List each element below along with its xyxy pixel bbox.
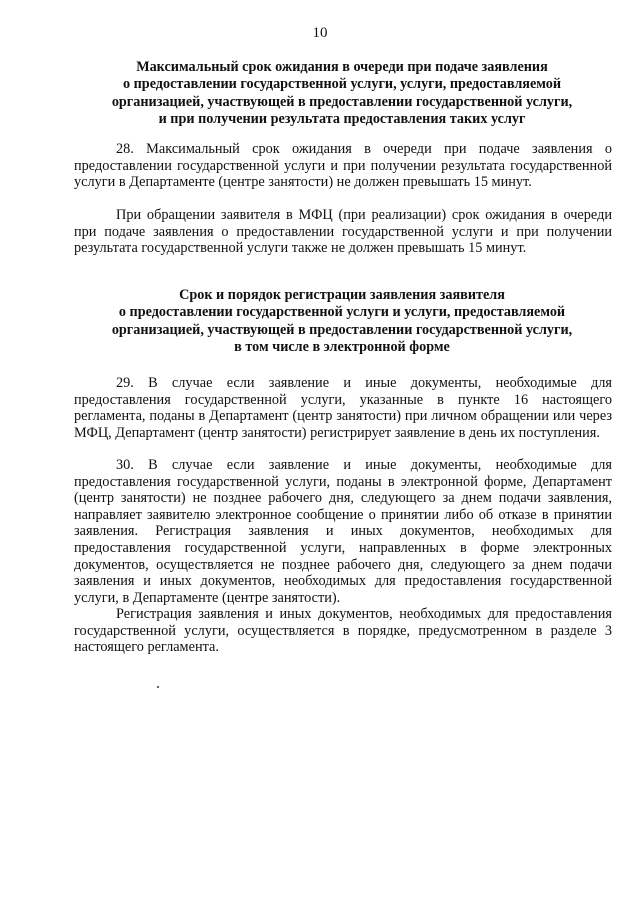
heading-line: организацией, участвующей в предоставлении государственной услуги, bbox=[111, 93, 573, 110]
paragraph-mfc-waiting: При обращении заявителя в МФЦ (при реализации) срок ожидания в очереди при подаче заявления о предоставлении государственной услуги и при получении результата государственной услуги также не должен превышать 15 минут. bbox=[74, 207, 612, 257]
section-heading-registration bbox=[70, 287, 614, 357]
paragraph-30: 30. В случае если заявление и иные документы, необходимые для предоставления государственной услуги, поданы в электронной форме, Департамент (центр занятости) не позднее рабочего дня, следующего за днем подачи заявления, направляет заявителю электронное сообщение о принятии либо об отказе в принятии заявления. Регистрация заявления и иных документов, необходимых для предоставления государственной услуги, направленных в форме электронных документов, осуществляется не позднее рабочего дня, следующего за днем подачи заявления и иных документов, необходимых для предоставления государственной услуги, в Департаменте (центре занятости). bbox=[74, 457, 612, 606]
section-heading-waiting-time bbox=[70, 59, 614, 129]
heading-line: о предоставлении государственной услуги, услуги, предоставляемой bbox=[122, 76, 562, 93]
heading-line: и при получении результата предоставления таких услуг bbox=[158, 111, 526, 128]
heading-line: Срок и порядок регистрации заявления заявителя bbox=[179, 287, 505, 303]
page-number: 10 bbox=[312, 25, 328, 41]
heading-line: в том числе в электронной форме bbox=[234, 339, 450, 356]
heading-line: Максимальный срок ожидания в очереди при подаче заявления bbox=[136, 59, 548, 75]
heading-line: о предоставлении государственной услуги и услуги, предоставляемой bbox=[118, 304, 566, 321]
heading-line: организацией, участвующей в предоставлении государственной услуги, bbox=[111, 321, 573, 338]
paragraph-28: 28. Максимальный срок ожидания в очереди при подаче заявления о предоставлении государственной услуги и при получении результата государственной услуги в Департаменте (центре занятости) не должен превышать 15 минут. bbox=[74, 141, 612, 191]
paragraph-registration-order: Регистрация заявления и иных документов, необходимых для предоставления государственной услуги, осуществляется в порядке, предусмотренном в разделе 3 настоящего регламента. bbox=[74, 606, 612, 656]
paragraph-29: 29. В случае если заявление и иные документы, необходимые для предоставления государственной услуги, указанные в пункте 16 настоящего регламента, поданы в Департамент (центр занятости) при личном обращении или через МФЦ, Департамент (центр занятости) регистрирует заявление в день их поступления. bbox=[74, 375, 612, 441]
scan-speck bbox=[157, 686, 159, 688]
